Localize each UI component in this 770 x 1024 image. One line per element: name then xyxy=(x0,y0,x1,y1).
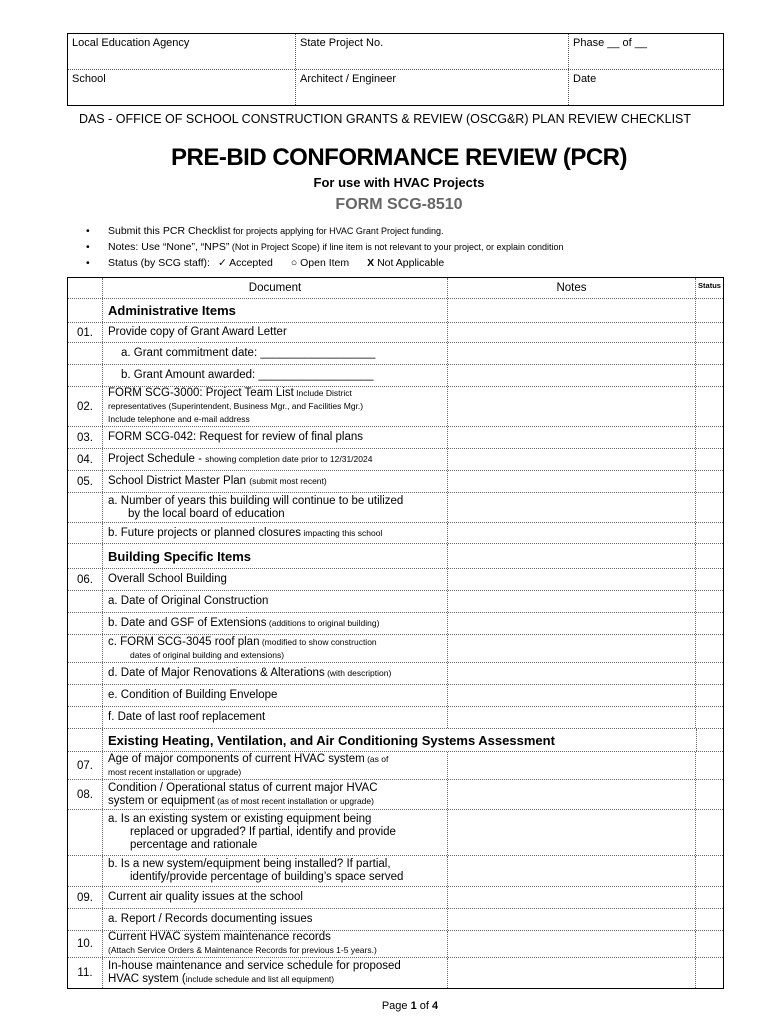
notes-cell[interactable] xyxy=(448,591,696,612)
item-line: by the local board of education xyxy=(128,507,285,520)
date-label: Date xyxy=(573,73,597,85)
table-row xyxy=(68,426,723,448)
item-text xyxy=(103,931,448,957)
status-cell[interactable] xyxy=(696,343,723,364)
instructions-list xyxy=(86,223,564,271)
status-cell[interactable] xyxy=(696,887,723,908)
item-main: School District Master Plan xyxy=(108,475,250,487)
item-line: replaced or upgraded? If partial, identify and provide xyxy=(130,826,396,838)
status-cell[interactable] xyxy=(696,856,723,886)
notes-header: Notes xyxy=(448,278,696,298)
notes-cell[interactable] xyxy=(448,635,696,662)
item-text xyxy=(103,493,448,522)
item-small: Include telephone and e-mail address xyxy=(108,414,250,424)
num-cell xyxy=(68,523,103,543)
notes-cell[interactable] xyxy=(448,685,696,706)
status-cell[interactable] xyxy=(696,427,723,448)
item-small: dates of original building and extensions) xyxy=(130,649,285,660)
instruction-small: (Not in Project Scope) if line item is not relevant to your project, or explain condition xyxy=(229,242,564,252)
status-cell[interactable] xyxy=(696,752,723,779)
status-cell[interactable] xyxy=(696,493,723,522)
table-row xyxy=(68,908,723,930)
num-header xyxy=(68,278,103,298)
item-text xyxy=(103,958,448,988)
table-row xyxy=(68,342,723,364)
item-small: representatives (Superintendent, Business Mgr., and Facilities Mgr.) xyxy=(108,401,364,411)
item-text xyxy=(103,780,448,809)
notes-cell xyxy=(448,299,696,322)
status-cell[interactable] xyxy=(696,663,723,684)
lea-label: Local Education Agency xyxy=(72,37,190,49)
status-cell[interactable] xyxy=(696,387,723,426)
item-line: a. Number of years this building will continue to be utilized xyxy=(108,494,404,507)
item-small: most recent installation or upgrade) xyxy=(108,766,242,777)
num-cell xyxy=(68,810,103,855)
num-cell xyxy=(68,591,103,612)
status-cell[interactable] xyxy=(696,707,723,728)
item-text: Overall School Building xyxy=(103,569,448,590)
status-cell[interactable] xyxy=(696,471,723,492)
item-main: b. Future projects or planned closures xyxy=(108,526,302,539)
num-cell xyxy=(68,365,103,386)
notes-cell[interactable] xyxy=(448,493,696,522)
item-text xyxy=(103,523,448,543)
bullet-icon: • xyxy=(86,241,90,253)
page-word: Page xyxy=(381,1000,411,1012)
item-text xyxy=(103,471,448,492)
item-number: 09. xyxy=(68,887,103,908)
notes-cell[interactable] xyxy=(448,523,696,543)
table-row xyxy=(68,492,723,522)
item-number: 04. xyxy=(68,449,103,470)
table-row xyxy=(68,322,723,342)
page-number xyxy=(0,1000,770,1012)
table-row xyxy=(68,886,723,908)
notes-cell[interactable] xyxy=(448,343,696,364)
section-title: Existing Heating, Ventilation, and Air Conditioning Systems Assessment xyxy=(108,732,555,748)
item-small: (modified to show construction xyxy=(259,636,377,647)
item-text xyxy=(103,810,448,855)
form-number: FORM SCG-8510 xyxy=(335,196,463,213)
item-main: b. Date and GSF of Extensions xyxy=(108,617,267,629)
instruction-text: Notes: Use “None”, “NPS” xyxy=(108,241,230,253)
table-row xyxy=(68,568,723,590)
item-text: f. Date of last roof replacement xyxy=(103,707,448,728)
notes-cell[interactable] xyxy=(448,958,696,988)
table-row xyxy=(68,809,723,855)
status-cell[interactable] xyxy=(696,810,723,855)
section-title: Administrative Items xyxy=(103,299,448,322)
na-mark: X xyxy=(367,257,375,269)
checklist-table xyxy=(67,277,724,989)
table-row xyxy=(68,590,723,612)
table-row xyxy=(68,612,723,634)
table-row xyxy=(68,522,723,543)
item-main: system or equipment xyxy=(108,794,215,807)
item-line xyxy=(108,453,442,466)
section-row-hvac xyxy=(68,728,723,751)
item-number: 08. xyxy=(68,780,103,809)
page-total: 4 xyxy=(432,1000,439,1012)
notes-cell[interactable] xyxy=(448,569,696,590)
num-cell xyxy=(68,613,103,634)
item-text: a. Report / Records documenting issues xyxy=(103,909,448,930)
status-cell xyxy=(696,729,723,751)
table-row xyxy=(68,855,723,886)
project-no-field[interactable] xyxy=(296,34,569,69)
of-word: of xyxy=(416,1000,433,1012)
status-cell[interactable] xyxy=(696,685,723,706)
item-text xyxy=(103,663,448,684)
notes-cell[interactable] xyxy=(448,856,696,886)
instruction-text: Status (by SCG staff): xyxy=(108,257,210,269)
item-text: Current air quality issues at the school xyxy=(103,887,448,908)
item-line xyxy=(108,475,442,488)
item-number: 11. xyxy=(68,958,103,988)
instruction-item xyxy=(86,239,564,255)
num-cell xyxy=(68,729,103,751)
status-na-legend xyxy=(367,257,444,269)
status-cell[interactable] xyxy=(696,635,723,662)
table-row xyxy=(68,706,723,728)
item-small: include schedule and list all equipment) xyxy=(185,974,335,984)
item-number: 02. xyxy=(68,387,103,426)
instruction-text: Submit this PCR Checklist xyxy=(108,225,231,237)
item-line xyxy=(108,753,442,766)
architect-label: Architect / Engineer xyxy=(300,73,396,85)
table-row xyxy=(68,957,723,988)
item-main: Age of major components of current HVAC system xyxy=(108,752,365,765)
num-cell xyxy=(68,544,103,568)
notes-cell[interactable] xyxy=(448,427,696,448)
num-cell xyxy=(68,299,103,322)
item-main: FORM SCG-3000: Project Team List xyxy=(108,387,294,399)
item-number: 07. xyxy=(68,752,103,779)
das-office-line: DAS - OFFICE OF SCHOOL CONSTRUCTION GRANTS & REVIEW (OSCG&R) PLAN REVIEW CHECKLIST xyxy=(78,112,692,126)
item-line: Condition / Operational status of current major HVAC xyxy=(108,781,378,794)
item-small: (submit most recent) xyxy=(249,476,327,486)
item-text xyxy=(103,752,448,779)
table-row xyxy=(68,684,723,706)
num-cell xyxy=(68,635,103,662)
status-cell[interactable] xyxy=(696,613,723,634)
item-text xyxy=(103,387,448,426)
notes-cell[interactable] xyxy=(448,909,696,930)
item-number: 05. xyxy=(68,471,103,492)
item-line: identify/provide percentage of building’s space served xyxy=(130,871,404,883)
num-cell xyxy=(68,707,103,728)
item-small: (as of xyxy=(364,753,389,764)
status-header: Status xyxy=(698,281,721,290)
page-title: PRE-BID CONFORMANCE REVIEW (PCR) xyxy=(171,144,627,171)
table-row xyxy=(68,470,723,492)
status-cell[interactable] xyxy=(696,323,723,342)
num-cell xyxy=(68,909,103,930)
notes-cell[interactable] xyxy=(448,707,696,728)
table-row xyxy=(68,930,723,957)
section-row-building xyxy=(68,543,723,568)
table-row xyxy=(68,662,723,684)
item-small: showing completion date prior to 12/31/2024 xyxy=(205,454,373,464)
phase-field[interactable] xyxy=(569,34,723,69)
table-row xyxy=(68,386,723,426)
item-small: Include District xyxy=(293,388,352,398)
status-accepted-legend: ✓ Accepted xyxy=(217,257,273,269)
item-small: (as of most recent installation or upgrade) xyxy=(214,795,374,806)
item-number: 10. xyxy=(68,931,103,957)
document-header: Document xyxy=(103,278,448,298)
item-line xyxy=(108,617,442,630)
item-line xyxy=(108,795,442,808)
phase-label: Phase __ of __ xyxy=(573,37,648,49)
table-row xyxy=(68,364,723,386)
table-row xyxy=(68,751,723,779)
section-row-admin xyxy=(68,298,723,322)
header-table xyxy=(67,33,724,106)
status-cell[interactable] xyxy=(696,931,723,957)
item-text: b. Grant Amount awarded: __________________ xyxy=(103,365,448,386)
item-small: (Attach Service Orders & Maintenance Records for previous 1-5 years.) xyxy=(108,945,377,955)
item-number: 06. xyxy=(68,569,103,590)
item-line xyxy=(108,973,442,986)
item-line: percentage and rationale xyxy=(130,839,258,851)
status-cell[interactable] xyxy=(696,523,723,543)
instruction-small: for projects applying for HVAC Grant Project funding. xyxy=(230,226,444,236)
item-line: a. Is an existing system or existing equipment being xyxy=(108,813,372,825)
item-small: impacting this school xyxy=(301,527,383,538)
item-text xyxy=(103,856,448,886)
school-field[interactable] xyxy=(68,70,296,105)
notes-cell[interactable] xyxy=(448,613,696,634)
notes-cell[interactable] xyxy=(448,931,696,957)
status-cell[interactable] xyxy=(696,449,723,470)
status-cell[interactable] xyxy=(696,780,723,809)
bullet-icon: • xyxy=(86,225,90,237)
status-cell[interactable] xyxy=(696,591,723,612)
notes-cell[interactable] xyxy=(448,387,696,426)
lea-field[interactable] xyxy=(68,34,296,69)
item-text: a. Date of Original Construction xyxy=(103,591,448,612)
item-text xyxy=(103,449,448,470)
notes-cell[interactable] xyxy=(448,365,696,386)
item-number: 03. xyxy=(68,427,103,448)
date-field[interactable] xyxy=(569,70,723,105)
item-text: a. Grant commitment date: __________________ xyxy=(103,343,448,364)
table-row xyxy=(68,634,723,662)
item-text: FORM SCG-042: Request for review of final plans xyxy=(103,427,448,448)
instruction-item xyxy=(86,255,564,271)
item-line: Current HVAC system maintenance records xyxy=(108,931,331,943)
status-cell[interactable] xyxy=(696,909,723,930)
status-cell xyxy=(696,544,723,568)
notes-cell[interactable] xyxy=(448,810,696,855)
item-small: (with description) xyxy=(324,668,392,678)
page-subtitle: For use with HVAC Projects xyxy=(313,175,485,190)
project-no-label: State Project No. xyxy=(300,37,384,49)
num-cell xyxy=(68,493,103,522)
item-number: 01. xyxy=(68,323,103,342)
instruction-item xyxy=(86,223,564,239)
status-cell[interactable] xyxy=(696,569,723,590)
item-main: HVAC system ( xyxy=(108,973,186,985)
num-cell xyxy=(68,343,103,364)
table-row xyxy=(68,779,723,809)
item-text xyxy=(103,635,448,662)
table-header-row xyxy=(68,278,723,298)
num-cell xyxy=(68,856,103,886)
num-cell xyxy=(68,663,103,684)
item-small: (additions to original building) xyxy=(266,618,380,628)
notes-cell[interactable] xyxy=(448,887,696,908)
notes-cell xyxy=(448,544,696,568)
item-line: In-house maintenance and service schedule for proposed xyxy=(108,960,401,972)
notes-cell[interactable] xyxy=(448,780,696,809)
na-text: Not Applicable xyxy=(374,257,445,269)
bullet-icon: • xyxy=(86,257,90,269)
notes-cell[interactable] xyxy=(448,323,696,342)
notes-cell[interactable] xyxy=(448,752,696,779)
item-main: c. FORM SCG-3045 roof plan xyxy=(108,635,260,648)
notes-cell[interactable] xyxy=(448,663,696,684)
item-main: Project Schedule - xyxy=(108,453,206,465)
status-cell[interactable] xyxy=(696,365,723,386)
item-line xyxy=(108,667,442,680)
page-current: 1 xyxy=(410,1000,417,1012)
num-cell xyxy=(68,685,103,706)
item-line xyxy=(108,527,442,540)
item-line xyxy=(108,636,442,649)
architect-field[interactable] xyxy=(296,70,569,105)
table-row xyxy=(68,448,723,470)
notes-cell[interactable] xyxy=(448,449,696,470)
status-cell xyxy=(696,299,723,322)
item-main: d. Date of Major Renovations & Alterations xyxy=(108,667,325,679)
status-open-legend: ○ Open Item xyxy=(290,257,350,269)
item-text: e. Condition of Building Envelope xyxy=(103,685,448,706)
section-title: Building Specific Items xyxy=(103,544,448,568)
school-label: School xyxy=(72,73,106,85)
item-line xyxy=(108,387,442,400)
status-cell[interactable] xyxy=(696,958,723,988)
item-text: Provide copy of Grant Award Letter xyxy=(103,323,448,342)
item-text xyxy=(103,613,448,634)
item-line: b. Is a new system/equipment being installed? If partial, xyxy=(108,858,391,870)
notes-cell[interactable] xyxy=(448,471,696,492)
